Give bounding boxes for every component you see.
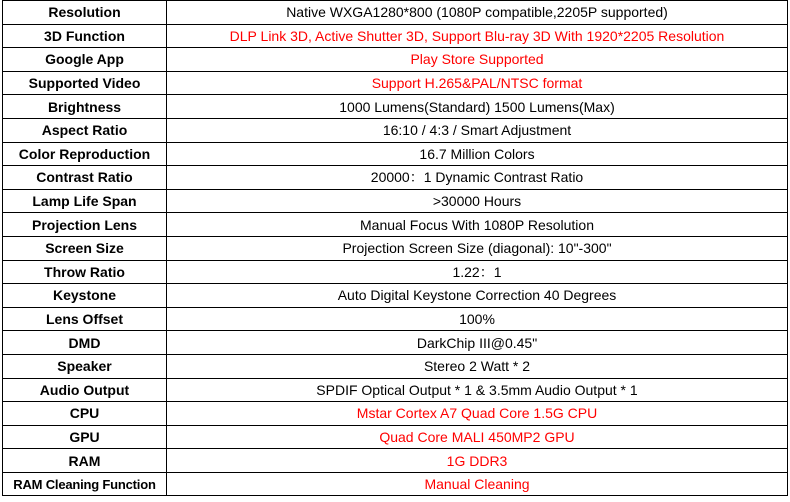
spec-label: Speaker: [3, 354, 167, 378]
spec-label: DMD: [3, 331, 167, 355]
spec-value: Auto Digital Keystone Correction 40 Degrees: [167, 284, 788, 308]
spec-value: Quad Core MALI 450MP2 GPU: [167, 425, 788, 449]
table-row: [3, 425, 788, 449]
spec-value: SPDIF Optical Output * 1 & 3.5mm Audio Output * 1: [167, 378, 788, 402]
spec-table: [2, 0, 788, 496]
table-row: [3, 1, 788, 25]
spec-label: Supported Video: [3, 71, 167, 95]
spec-value: 1000 Lumens(Standard) 1500 Lumens(Max): [167, 95, 788, 119]
spec-label: GPU: [3, 425, 167, 449]
spec-value: 1G DDR3: [167, 449, 788, 473]
spec-value: Projection Screen Size (diagonal): 10"-300": [167, 236, 788, 260]
spec-label: 3D Function: [3, 24, 167, 48]
spec-table-body: [3, 1, 788, 496]
spec-value: 20000：1 Dynamic Contrast Ratio: [167, 166, 788, 190]
table-row: [3, 331, 788, 355]
spec-label: Google App: [3, 48, 167, 72]
spec-label: Color Reproduction: [3, 142, 167, 166]
table-row: [3, 449, 788, 473]
spec-value: DarkChip III@0.45": [167, 331, 788, 355]
spec-label: Throw Ratio: [3, 260, 167, 284]
spec-label: Keystone: [3, 284, 167, 308]
spec-label: Audio Output: [3, 378, 167, 402]
table-row: [3, 354, 788, 378]
spec-value: DLP Link 3D, Active Shutter 3D, Support Blu-ray 3D With 1920*2205 Resolution: [167, 24, 788, 48]
spec-value: Manual Cleaning: [167, 472, 788, 496]
table-row: [3, 24, 788, 48]
spec-value: >30000 Hours: [167, 189, 788, 213]
spec-value: 16:10 / 4:3 / Smart Adjustment: [167, 118, 788, 142]
spec-label: Projection Lens: [3, 213, 167, 237]
spec-label: Resolution: [3, 1, 167, 25]
table-row: [3, 189, 788, 213]
table-row: [3, 95, 788, 119]
table-row: [3, 48, 788, 72]
table-row: [3, 142, 788, 166]
spec-value: Stereo 2 Watt * 2: [167, 354, 788, 378]
spec-value: 16.7 Million Colors: [167, 142, 788, 166]
spec-label: RAM Cleaning Function: [3, 472, 167, 496]
spec-label: RAM: [3, 449, 167, 473]
spec-label: Screen Size: [3, 236, 167, 260]
spec-label: Contrast Ratio: [3, 166, 167, 190]
spec-value: 1.22：1: [167, 260, 788, 284]
table-row: [3, 260, 788, 284]
table-row: [3, 236, 788, 260]
spec-label: CPU: [3, 402, 167, 426]
table-row: [3, 472, 788, 496]
spec-value: Native WXGA1280*800 (1080P compatible,2205P supported): [167, 1, 788, 25]
spec-label: Brightness: [3, 95, 167, 119]
table-row: [3, 307, 788, 331]
spec-value: 100%: [167, 307, 788, 331]
table-row: [3, 213, 788, 237]
table-row: [3, 71, 788, 95]
spec-value: Mstar Cortex A7 Quad Core 1.5G CPU: [167, 402, 788, 426]
spec-value: Play Store Supported: [167, 48, 788, 72]
spec-value: Manual Focus With 1080P Resolution: [167, 213, 788, 237]
spec-label: Aspect Ratio: [3, 118, 167, 142]
spec-label: Lens Offset: [3, 307, 167, 331]
spec-label: Lamp Life Span: [3, 189, 167, 213]
spec-value: Support H.265&PAL/NTSC format: [167, 71, 788, 95]
table-row: [3, 284, 788, 308]
table-row: [3, 402, 788, 426]
table-row: [3, 118, 788, 142]
table-row: [3, 378, 788, 402]
table-row: [3, 166, 788, 190]
